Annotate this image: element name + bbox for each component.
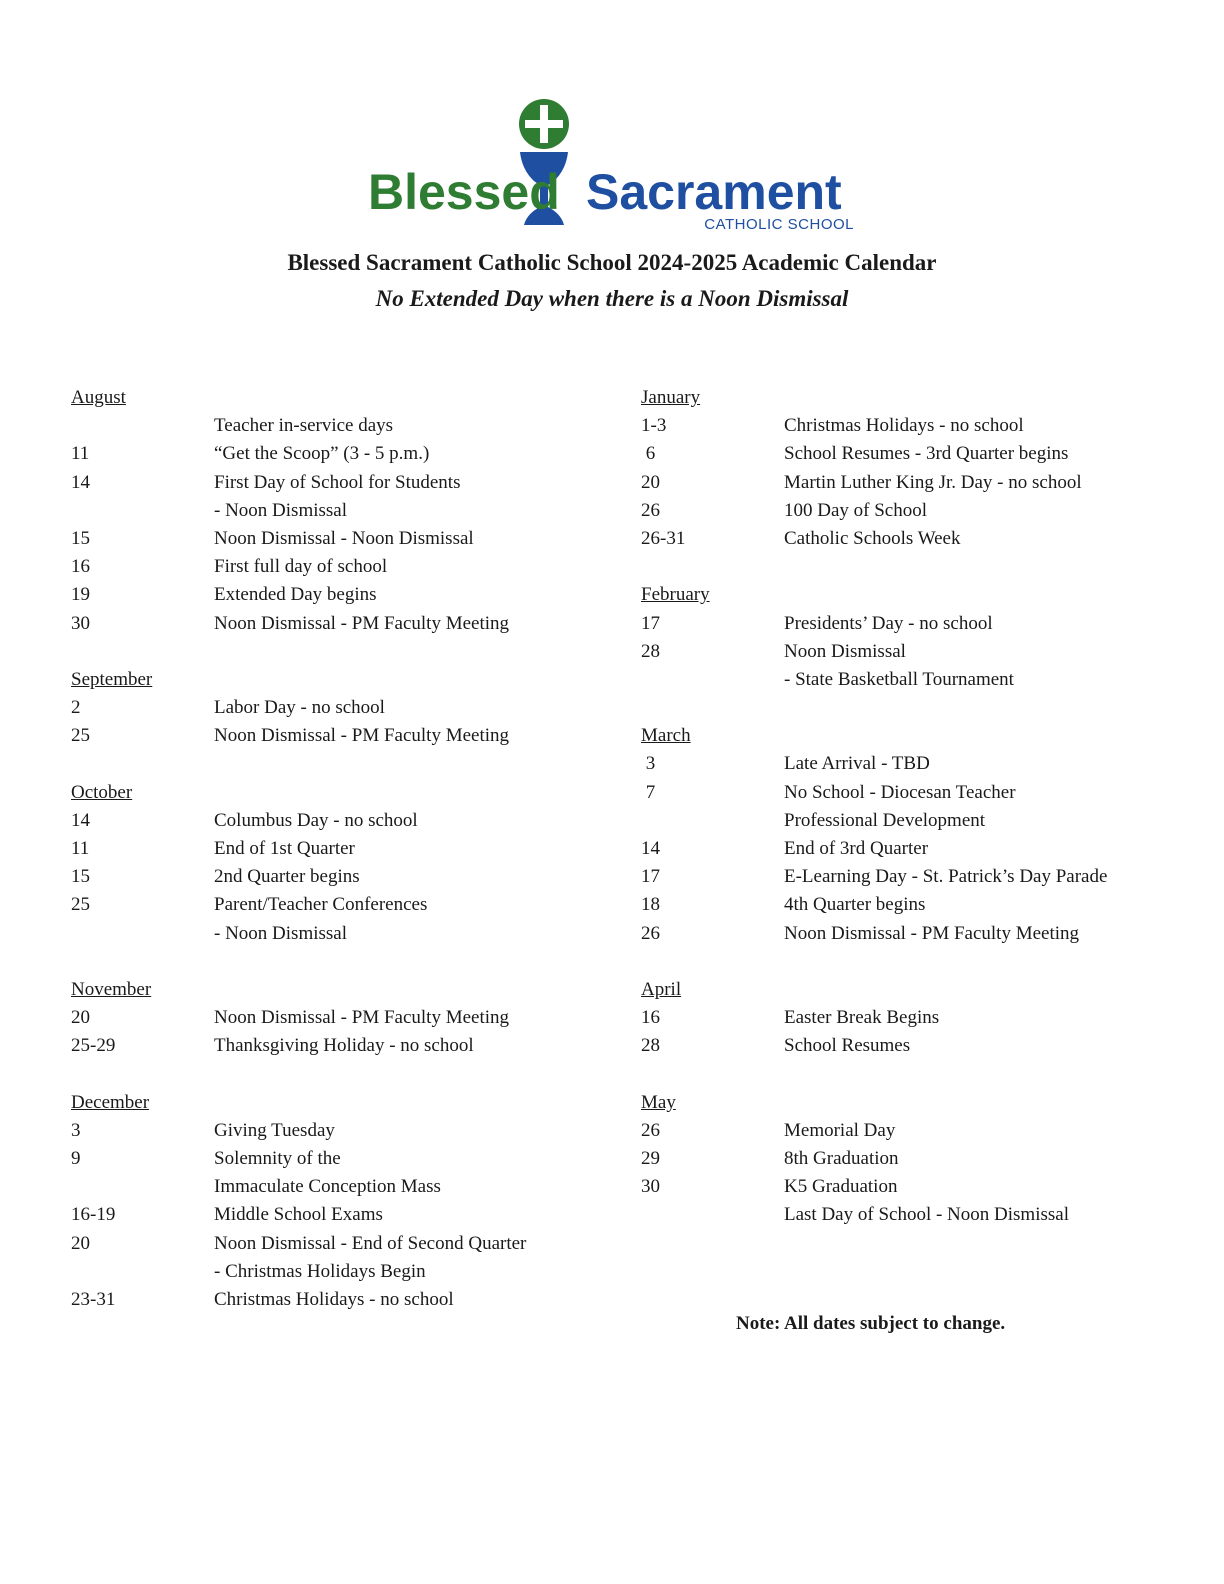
month-section	[71, 666, 631, 751]
event-description: Labor Day - no school	[214, 697, 385, 719]
event-description: School Resumes - 3rd Quarter begins	[784, 443, 1069, 465]
school-logo	[360, 95, 870, 235]
calendar-row	[641, 863, 1201, 891]
calendar-row	[71, 1173, 631, 1201]
event-date	[71, 1173, 214, 1201]
event-description: Christmas Holidays - no school	[214, 1289, 454, 1310]
calendar-row	[71, 835, 631, 863]
event-description: No School - Diocesan Teacher	[784, 781, 1016, 803]
footnote: Note: All dates subject to change.	[736, 1313, 1006, 1334]
event-date	[71, 1258, 214, 1286]
event-date: 1-3	[641, 415, 667, 437]
event-description: 100 Day of School	[784, 499, 928, 521]
calendar-row	[71, 553, 631, 581]
calendar-row	[71, 1145, 631, 1173]
event-date	[71, 920, 214, 948]
month-heading: March	[641, 725, 691, 747]
event-description: Extended Day begins	[214, 584, 377, 606]
month-heading: August	[71, 387, 126, 408]
event-date: 23-31	[71, 1289, 116, 1310]
event-date: 29	[641, 1148, 660, 1170]
calendar-row	[71, 722, 631, 750]
event-description: - Christmas Holidays Begin	[214, 1260, 426, 1282]
event-date: 3	[641, 753, 656, 775]
event-description: Parent/Teacher Conferences	[214, 894, 428, 916]
calendar-row	[71, 525, 631, 553]
logo-tagline: CATHOLIC SCHOOL	[704, 216, 854, 233]
event-description: End of 3rd Quarter	[784, 838, 929, 859]
event-date: 20	[71, 1232, 90, 1254]
month-section	[641, 976, 1201, 1061]
calendar-row	[71, 694, 631, 722]
calendar-row	[71, 469, 631, 497]
calendar-right-column	[641, 384, 1201, 1230]
event-date: 25	[71, 725, 90, 747]
event-date	[641, 807, 784, 835]
calendar-row	[641, 440, 1201, 468]
page-title: Blessed Sacrament Catholic School 2024-2025 Academic Calendar	[287, 250, 937, 275]
event-description: Noon Dismissal - PM Faculty Meeting	[214, 725, 510, 747]
calendar-row	[71, 1032, 631, 1060]
calendar-left-column	[71, 384, 631, 1314]
event-date: 20	[71, 1007, 90, 1029]
event-description: Teacher in-service days	[214, 415, 394, 437]
event-description: Noon Dismissal - PM Faculty Meeting	[214, 1007, 510, 1029]
event-description: “Get the Scoop” (3 - 5 p.m.)	[214, 443, 430, 465]
event-date: 11	[71, 838, 90, 859]
calendar-row	[641, 610, 1201, 638]
month-heading-row	[641, 1089, 1201, 1117]
event-date: 26	[641, 499, 660, 521]
event-description: E-Learning Day - St. Patrick’s Day Parade	[784, 866, 1108, 888]
logo-word-blessed: Blessed	[368, 164, 560, 220]
event-date: 2	[71, 697, 81, 719]
month-heading-row	[71, 666, 631, 694]
event-description: Noon Dismissal	[784, 640, 906, 662]
event-date: 7	[641, 781, 656, 803]
event-description: - Noon Dismissal	[214, 922, 347, 944]
calendar-row	[641, 666, 1201, 694]
event-date: 26	[641, 1119, 660, 1141]
month-heading-row	[641, 581, 1201, 609]
calendar-row	[641, 807, 1201, 835]
event-description: Immaculate Conception Mass	[214, 1176, 441, 1198]
event-date	[641, 666, 784, 694]
event-description: Professional Development	[784, 809, 986, 831]
month-heading: September	[71, 668, 153, 690]
calendar-row	[641, 412, 1201, 440]
event-description: School Resumes	[784, 1035, 911, 1057]
calendar-row	[71, 610, 631, 638]
calendar-row	[71, 497, 631, 525]
event-date: 17	[641, 612, 660, 634]
event-description: K5 Graduation	[784, 1176, 898, 1198]
month-section	[641, 1089, 1201, 1230]
month-heading: May	[641, 1091, 676, 1113]
event-date: 26-31	[641, 527, 686, 549]
event-description: 4th Quarter begins	[784, 894, 926, 916]
event-description: Last Day of School - Noon Dismissal	[784, 1204, 1069, 1226]
calendar-row	[71, 412, 631, 440]
event-date: 17	[641, 866, 660, 888]
calendar-row	[641, 779, 1201, 807]
calendar-row	[641, 469, 1201, 497]
event-date: 25-29	[71, 1035, 116, 1057]
month-heading: October	[71, 781, 133, 803]
calendar-row	[641, 750, 1201, 778]
logo-word-sacrament: Sacrament	[586, 164, 842, 220]
event-date: 28	[641, 1035, 660, 1057]
page-subtitle: No Extended Day when there is a Noon Dismissal	[375, 286, 849, 311]
event-date: 16	[71, 556, 90, 578]
month-heading: November	[71, 978, 152, 1000]
event-description: Memorial Day	[784, 1119, 896, 1141]
calendar-row	[71, 891, 631, 919]
calendar-row	[71, 920, 631, 948]
calendar-row	[71, 1117, 631, 1145]
month-section	[71, 779, 631, 948]
month-heading-row	[71, 1089, 631, 1117]
event-description: Columbus Day - no school	[214, 809, 418, 831]
event-description: Giving Tuesday	[214, 1119, 335, 1141]
calendar-row	[641, 891, 1201, 919]
event-date: 30	[71, 612, 90, 634]
event-date: 26	[641, 922, 660, 944]
event-description: Catholic Schools Week	[784, 527, 961, 549]
calendar-row	[641, 1201, 1201, 1229]
event-description: Presidents’ Day - no school	[784, 612, 993, 634]
event-date: 28	[641, 640, 660, 662]
month-heading: January	[641, 387, 701, 408]
calendar-row	[641, 1032, 1201, 1060]
calendar-row	[641, 1145, 1201, 1173]
month-heading: April	[641, 978, 682, 1000]
month-section	[641, 722, 1201, 948]
event-date: 19	[71, 584, 90, 606]
calendar-row	[641, 525, 1201, 553]
event-date: 6	[641, 443, 656, 465]
event-description: Noon Dismissal - PM Faculty Meeting	[784, 922, 1080, 944]
chalice-cross-icon	[360, 95, 870, 235]
event-description: Noon Dismissal - End of Second Quarter	[214, 1232, 527, 1254]
calendar-row	[641, 1117, 1201, 1145]
event-date: 20	[641, 471, 660, 493]
month-section	[71, 976, 631, 1061]
event-date	[71, 497, 214, 525]
event-description: 8th Graduation	[784, 1148, 899, 1170]
event-description: End of 1st Quarter	[214, 838, 355, 859]
calendar-row	[71, 1258, 631, 1286]
event-description: 2nd Quarter begins	[214, 866, 360, 888]
event-date: 25	[71, 894, 90, 916]
event-description: Solemnity of the	[214, 1148, 341, 1170]
event-date	[641, 1201, 784, 1229]
event-description: First full day of school	[214, 556, 388, 578]
month-section	[71, 1089, 631, 1315]
calendar-row	[641, 1004, 1201, 1032]
calendar-row	[71, 1230, 631, 1258]
month-heading: February	[641, 584, 710, 606]
month-heading-row	[71, 384, 631, 412]
event-description: Noon Dismissal - PM Faculty Meeting	[214, 612, 510, 634]
calendar-row	[641, 1173, 1201, 1201]
calendar-row	[71, 863, 631, 891]
event-date: 14	[71, 809, 90, 831]
event-date: 11	[71, 443, 90, 465]
event-date: 3	[71, 1119, 81, 1141]
event-description: Noon Dismissal - Noon Dismissal	[214, 527, 474, 549]
event-date	[71, 412, 214, 440]
event-date: 15	[71, 866, 90, 888]
month-heading-row	[71, 976, 631, 1004]
calendar-row	[71, 581, 631, 609]
calendar-row	[641, 638, 1201, 666]
event-description: First Day of School for Students	[214, 471, 461, 493]
month-heading-row	[71, 779, 631, 807]
event-description: - State Basketball Tournament	[784, 668, 1014, 690]
calendar-row	[641, 920, 1201, 948]
month-section	[71, 384, 631, 638]
event-date: 14	[71, 471, 90, 493]
calendar-row	[641, 497, 1201, 525]
event-date: 16	[641, 1007, 660, 1029]
month-heading-row	[641, 722, 1201, 750]
event-date: 15	[71, 527, 90, 549]
event-description: Late Arrival - TBD	[784, 753, 930, 775]
event-date: 14	[641, 838, 660, 859]
month-heading: December	[71, 1091, 150, 1113]
event-description: Christmas Holidays - no school	[784, 415, 1024, 437]
month-heading-row	[641, 976, 1201, 1004]
month-section	[641, 581, 1201, 694]
event-description: Middle School Exams	[214, 1204, 383, 1226]
calendar-row	[71, 807, 631, 835]
calendar-row	[71, 1286, 631, 1314]
calendar-row	[71, 1004, 631, 1032]
event-description: - Noon Dismissal	[214, 499, 347, 521]
month-section	[641, 384, 1201, 553]
month-heading-row	[641, 384, 1201, 412]
event-description: Martin Luther King Jr. Day - no school	[784, 471, 1082, 493]
event-date: 18	[641, 894, 660, 916]
calendar-row	[71, 1201, 631, 1229]
calendar-row	[71, 440, 631, 468]
event-description: Thanksgiving Holiday - no school	[214, 1035, 474, 1057]
calendar-row	[641, 835, 1201, 863]
event-date: 16-19	[71, 1204, 116, 1226]
event-description: Easter Break Begins	[784, 1007, 940, 1029]
event-date: 9	[71, 1148, 81, 1170]
event-date: 30	[641, 1176, 660, 1198]
